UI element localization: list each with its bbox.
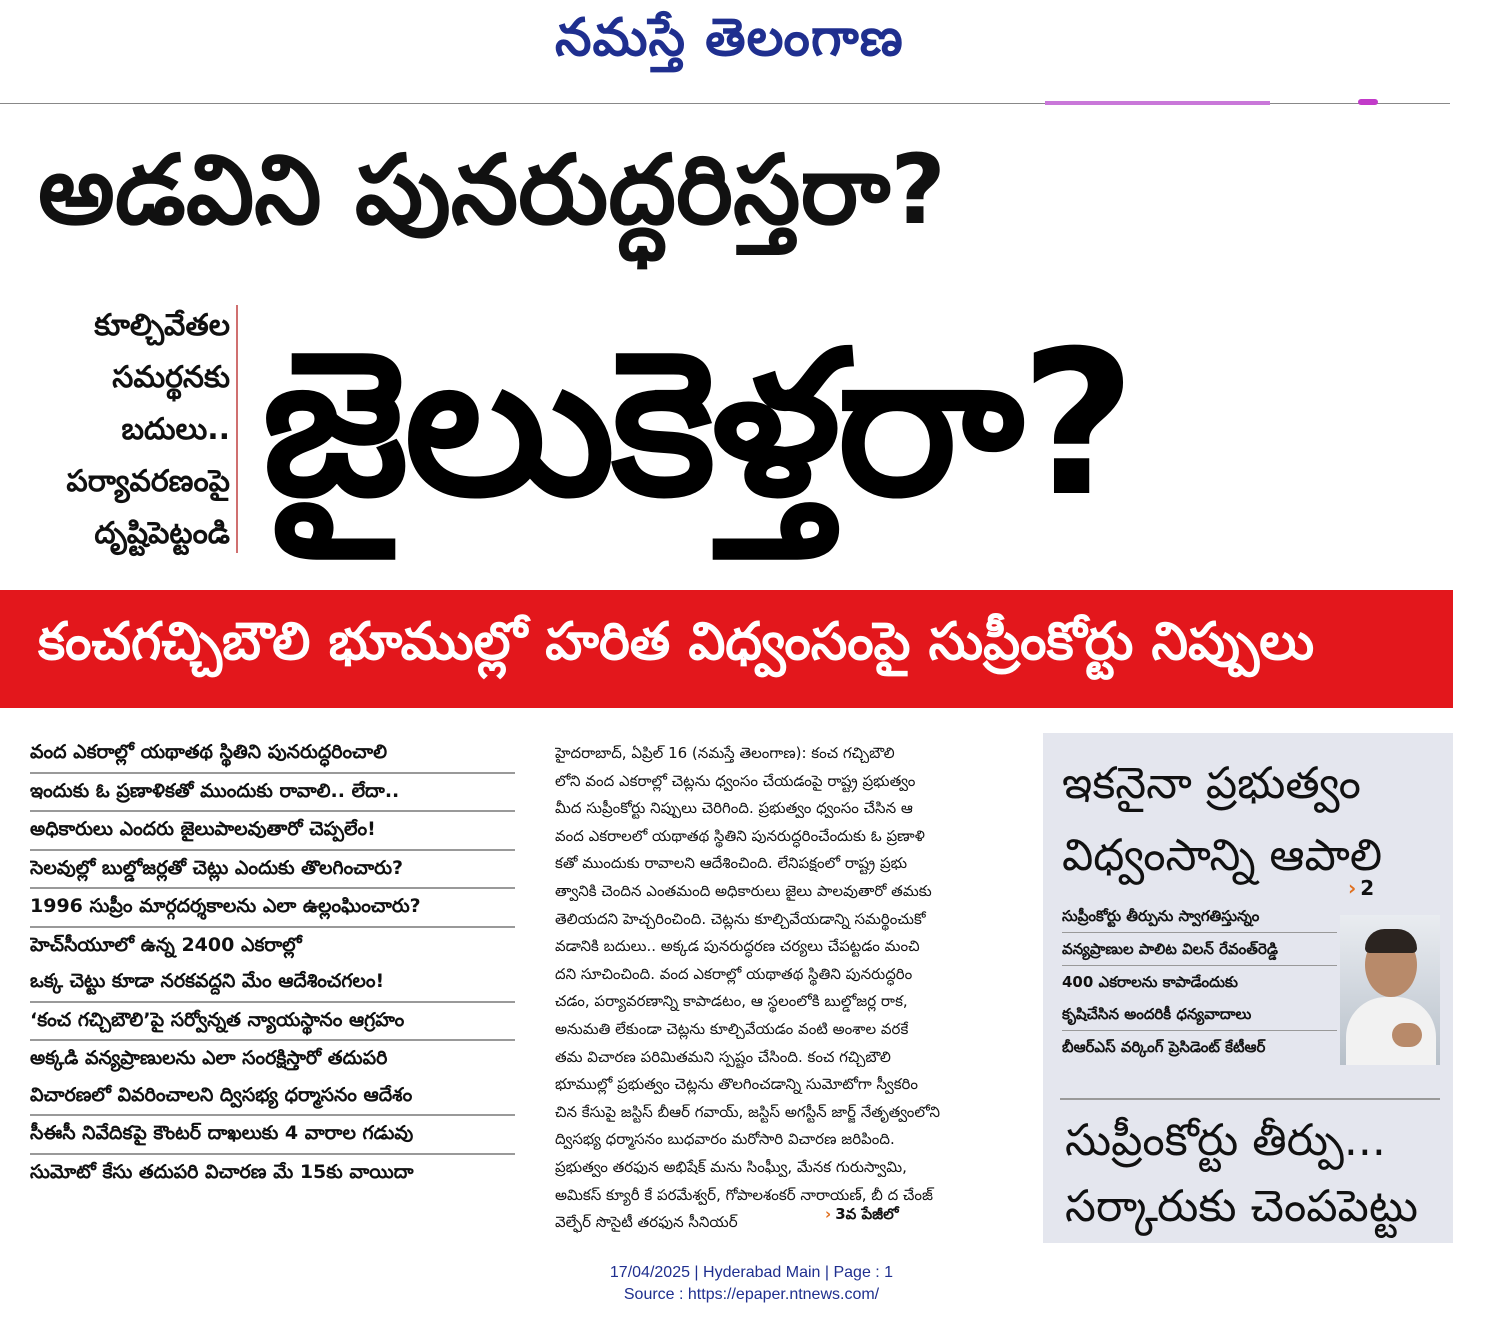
story-line: అమికస్ క్యూరీ కే పరమేశ్వర్, గోపాలశంకర్ నారాయణ్, బీ ద చేంజ్ [555, 1185, 933, 1204]
kicker-line: సమర్థనకు [112, 360, 230, 395]
sidebar-headline-line: ఇకనైనా ప్రభుత్వం [1062, 758, 1361, 809]
highlight-item: సీఈసీ నివేదికపై కౌంటర్ దాఖలుకు 4 వారాల గడువు [30, 1116, 515, 1155]
kicker-line: పర్యావరణంపై [66, 464, 230, 499]
highlights-list [30, 735, 515, 1191]
chevron-right-icon: › [825, 1205, 832, 1223]
newspaper-logo: నమస్తే తెలంగాణ [555, 8, 904, 68]
kicker-line: దృష్టిపెట్టండి [94, 516, 230, 551]
photo-hair [1365, 929, 1417, 953]
story-line: భూముల్లో ప్రభుత్వం చెట్లను తొలగించడాన్ని సుమోటోగా స్వీకరిం [555, 1075, 919, 1094]
story-line: వడానికి బదులు.. అక్కడ పునరుద్ధరణ చర్యలు చేపట్టడం మంచి [555, 937, 920, 956]
highlight-item: అధికారులు ఎందరు జైలుపాలవుతారో చెప్పలేం! [30, 812, 515, 851]
sidebar-quote: 400 ఎకరాలను కాపాడేందుకు [1062, 973, 1238, 991]
highlight-item: 1996 సుప్రీం మార్గదర్శకాలను ఎలా ఉల్లంఘించారు? [30, 889, 515, 928]
story-line: వెల్ఫేర్ సొసైటీ తరఫున సీనియర్ [555, 1213, 738, 1232]
highlight-item: వంద ఎకరాల్లో యథాతథ స్థితిని పునరుద్ధరించాలి [30, 735, 515, 774]
sidebar-page-ref[interactable] [1348, 876, 1374, 900]
kicker-line: కూల్చివేతల [94, 308, 230, 343]
page-ref-number: 2 [1360, 876, 1375, 900]
story-line: చిన కేసుపై జస్టిస్ బీఆర్ గవాయ్, జస్టిస్ అగస్టీన్ జార్జ్ నేతృత్వంలోని [555, 1102, 940, 1121]
highlight-item: సెలవుల్లో బుల్డోజర్లతో చెట్లు ఎందుకు తొలగించారు? [30, 851, 515, 890]
sidebar-quote: వన్యప్రాణుల పాలిట విలన్ రేవంత్‌రెడ్డి [1062, 933, 1337, 966]
story-line: ద్విసభ్య ధర్మాసనం బుధవారం మరోసారి విచారణ జరిపింది. [555, 1130, 895, 1149]
story-line: వంద ఎకరాలలో యథాతథ స్థితిని పునరుద్ధరించేందుకు ఓ ప్రణాళి [555, 826, 925, 845]
story-line: అనుమతి లేకుండా చెట్లను కూల్చివేయడం వంటి అంశాల వరకే [555, 1019, 909, 1038]
story-line: హైదరాబాద్, ఏప్రిల్ 16 (నమస్తే తెలంగాణ): కంచ గచ్చిబౌలి [555, 744, 895, 762]
story-line: లోని వంద ఎకరాల్లో చెట్లను ధ్వంసం చేయడంపై రాష్ట్ర ప్రభుత్వం [555, 771, 916, 790]
story-line: త్వానికి చెందిన ఎంతమంది అధికారులు జైలు పాలవుతారో తమకు [555, 881, 932, 900]
masthead-accent-bar [1045, 101, 1270, 105]
red-banner-headline: కంచగచ్చిబౌలి భూముల్లో హరిత విధ్వంసంపై సుప్రీంకోర్టు నిప్పులు [38, 612, 1315, 672]
highlight-item: అక్కడి వన్యప్రాణులను ఎలా సంరక్షిస్తారో తదుపరి [30, 1047, 388, 1069]
headline-main: జైలుకెళ్తరా? [262, 308, 1133, 541]
chevron-right-icon: › [1348, 876, 1357, 900]
highlight-item: సుమోటో కేసు తదుపరి విచారణ మే 15కు వాయిదా [30, 1160, 414, 1183]
photo-hand [1392, 1023, 1422, 1047]
story-line: తమ విచారణ పరిమితమని స్పష్టం చేసింది. కంచ గచ్చిబౌలి [555, 1047, 891, 1066]
sidebar-headline-line: విధ్వంసాన్ని ఆపాలి [1062, 830, 1383, 881]
highlight-item: హెచ్‌సీయూలో ఉన్న 2400 ఎకరాల్లో [30, 933, 302, 956]
sidebar-byline: బీఆర్‌ఎస్ వర్కింగ్ ప్రెసిడెంట్ కేటీఆర్ [1062, 1038, 1266, 1056]
sidebar-headline-2 [1065, 1108, 1418, 1240]
story-line: ప్రభుత్వం తరఫున అభిషేక్ మను సింఘ్వీ, మేనక గురుస్వామి, [555, 1157, 907, 1176]
footer-source-link[interactable]: Source : https://epaper.ntnews.com/ [623, 1286, 880, 1303]
masthead [0, 0, 1503, 105]
kicker [40, 300, 230, 560]
sidebar-headline-line: సుప్రీంకోర్టు తీర్పు... [1065, 1115, 1386, 1166]
story-line: దని సూచించింది. వంద ఎకరాల్లో యథాతథ స్థితిని పునరుద్ధరిం [555, 964, 913, 983]
masthead-accent-dot [1358, 99, 1378, 105]
headline-top: అడవిని పునరుద్ధరిస్తరా? [38, 134, 946, 246]
highlight-item: ‘కంచ గచ్చిబౌలి’పై సర్వోన్నత న్యాయస్థానం ఆగ్రహం [30, 1003, 515, 1042]
highlight-item: విచారణలో వివరించాలని ద్విసభ్య ధర్మాసనం ఆదేశం [30, 1078, 515, 1117]
kicker-line: బదులు.. [121, 412, 230, 447]
footer-edition-info: 17/04/2025 | Hyderabad Main | Page : 1 [609, 1264, 894, 1281]
highlight-item: ఇందుకు ఓ ప్రణాళికతో ముందుకు రావాలి.. లేదా.. [30, 774, 515, 813]
sidebar-headline-line: సర్కారుకు చెంపపెట్టు [1065, 1181, 1419, 1232]
story-line: కతో ముందుకు రావాలని ఆదేశించింది. లేనిపక్షంలో రాష్ట్ర ప్రభు [555, 854, 908, 873]
kicker-divider [236, 305, 238, 553]
continued-on-page-link[interactable] [825, 1205, 899, 1227]
story-line: చడం, పర్యావరణాన్ని కాపాడటం, ఆ స్థలంలోకి బుల్డోజర్ల రాక, [555, 992, 908, 1011]
story-body [555, 740, 1013, 1237]
page-footer [0, 1262, 1503, 1306]
ktr-photo [1340, 915, 1440, 1065]
sidebar-divider [1060, 1098, 1440, 1100]
sidebar-quote: కృషిచేసిన అందరికీ ధన్యవాదాలు [1062, 998, 1337, 1031]
sidebar-quote: సుప్రీంకోర్టు తీర్పును స్వాగతిస్తున్నం [1062, 900, 1337, 933]
sidebar-headline-1 [1062, 748, 1382, 892]
continued-label: 3వ పేజీలో [835, 1205, 899, 1223]
highlight-item: ఒక్క చెట్టు కూడా నరకవద్దని మేం ఆదేశించగలం! [30, 964, 515, 1003]
story-line: తెలియదని హెచ్చరించింది. చెట్లను కూల్చివేయడాన్ని సమర్థించుకో [555, 909, 926, 928]
story-line: మీద సుప్రీంకోర్టు నిప్పులు చెరిగింది. ప్రభుత్వం ధ్వంసం చేసిన ఆ [555, 799, 913, 818]
sidebar-quotes [1062, 900, 1337, 1063]
photo-shirt [1346, 997, 1436, 1065]
